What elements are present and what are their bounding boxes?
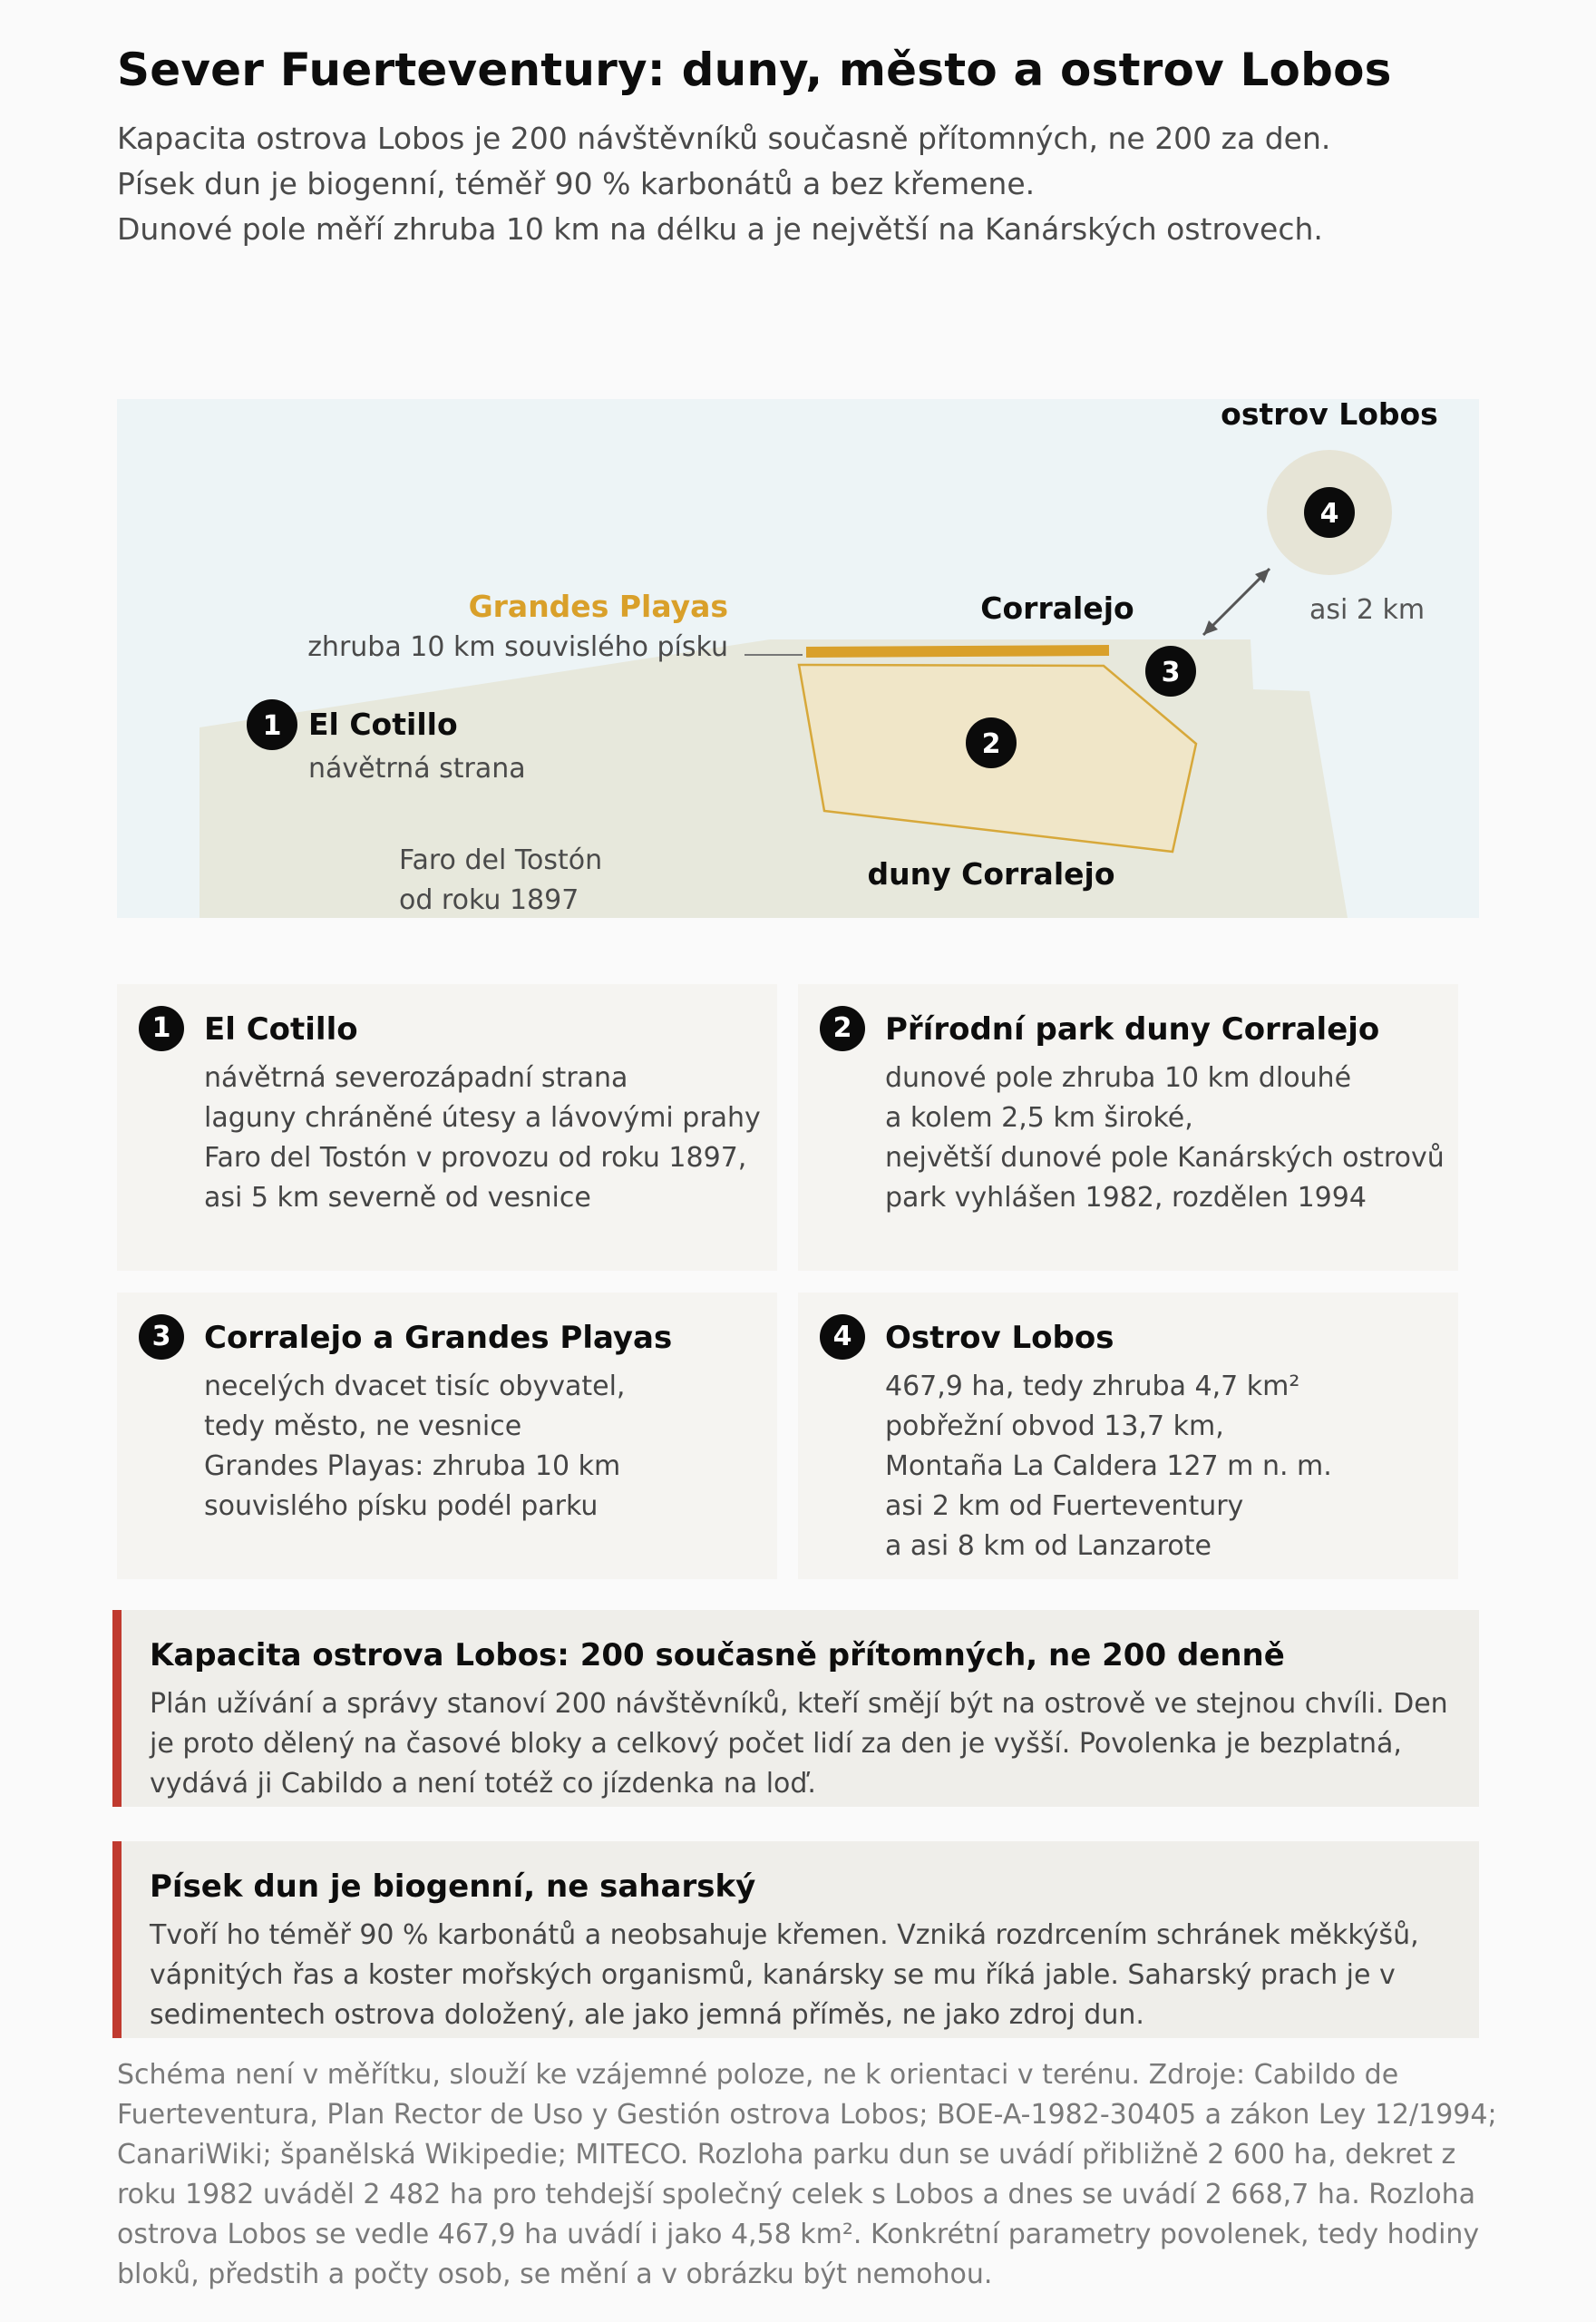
card-line: tedy město, ne vesnice — [204, 1410, 522, 1442]
card-title: Přírodní park duny Corralejo — [885, 1011, 1380, 1048]
svg-text:2: 2 — [981, 728, 1001, 760]
card-line: Montaña La Caldera 127 m n. m. — [885, 1450, 1332, 1482]
callout-accent-bar — [112, 1841, 122, 2038]
label-lobos: ostrov Lobos — [1221, 399, 1438, 432]
card-line: pobřežní obvod 13,7 km, — [885, 1410, 1224, 1442]
footer-line: roku 1982 uváděl 2 482 ha pro tehdejší společný celek s Lobos a dnes se uvádí 2 668,7 ha. Rozloha — [117, 2179, 1475, 2210]
card-number-badge: 2 — [820, 1006, 865, 1051]
card-title: El Cotillo — [204, 1011, 358, 1048]
grandes-playas-beach — [806, 650, 1109, 652]
footer-line: ostrova Lobos se vedle 467,9 ha uvádí i jako 4,58 km². Konkrétní parametry povolenek, tedy hodiny — [117, 2219, 1480, 2250]
card-line: 467,9 ha, tedy zhruba 4,7 km² — [885, 1371, 1300, 1402]
subtitle — [117, 116, 1330, 252]
callout-line: sedimentech ostrova doložený, ale jako jemná příměs, ne jako zdroj dun. — [150, 1999, 1144, 2031]
marker-3 — [1145, 646, 1196, 697]
footer-line: Schéma není v měřítku, slouží ke vzájemné poloze, ne k orientaci v terénu. Zdroje: Cabildo de — [117, 2059, 1399, 2091]
subtitle-line: Kapacita ostrova Lobos je 200 návštěvníků současně přítomných, ne 200 za den. — [117, 121, 1331, 156]
card-number-badge: 3 — [139, 1314, 184, 1360]
marker-4 — [1304, 487, 1355, 538]
footer-line: Fuerteventura, Plan Rector de Uso y Gestión ostrova Lobos; BOE-A-1982-30405 a zákon Ley 12/1994; — [117, 2099, 1497, 2131]
label-faro-line2: od roku 1897 — [399, 884, 579, 916]
subtitle-line: Dunové pole měří zhruba 10 km na délku a je největší na Kanárských ostrovech. — [117, 211, 1323, 247]
callout-biogenic-sand — [112, 1841, 1479, 2038]
page-title: Sever Fuerteventury: duny, město a ostrov Lobos — [117, 44, 1392, 96]
footer-line: bloků, předstih a počty osob, se mění a v obrázku být nemohou. — [117, 2259, 993, 2290]
info-card-1 — [117, 984, 777, 1271]
svg-text:1: 1 — [262, 710, 282, 742]
callout-line: vápnitých řas a koster mořských organismů, kanársky se mu říká jable. Saharský prach je v — [150, 1959, 1396, 1991]
card-number-badge: 4 — [820, 1314, 865, 1360]
footer-sources — [117, 2055, 1497, 2295]
card-line: dunové pole zhruba 10 km dlouhé — [885, 1062, 1352, 1094]
label-grandes-playas: Grandes Playas — [468, 589, 728, 624]
info-card-2 — [798, 984, 1458, 1271]
callout-lobos-capacity — [112, 1610, 1479, 1807]
card-title: Corralejo a Grandes Playas — [204, 1320, 673, 1356]
callout-line: Plán užívání a správy stanoví 200 návštěvníků, kteří smějí být na ostrově ve stejnou chvíli. Den — [150, 1688, 1448, 1720]
callout-line: Tvoří ho téměř 90 % karbonátů a neobsahuje křemen. Vzniká rozdrcením schránek měkkýšů, — [150, 1919, 1419, 1951]
card-title: Ostrov Lobos — [885, 1320, 1114, 1356]
card-line: návětrná severozápadní strana — [204, 1062, 628, 1094]
card-line: park vyhlášen 1982, rozdělen 1994 — [885, 1182, 1367, 1214]
callout-line: vydává ji Cabildo a není totéž co jízdenka na loď. — [150, 1768, 816, 1800]
card-line: souvislého písku podél parku — [204, 1490, 598, 1522]
callout-accent-bar — [112, 1610, 122, 1807]
card-line: Grandes Playas: zhruba 10 km — [204, 1450, 621, 1482]
label-el-cotillo: El Cotillo — [308, 707, 458, 742]
card-line: a kolem 2,5 km široké, — [885, 1102, 1193, 1134]
svg-text:3: 3 — [1161, 657, 1181, 688]
card-line: Faro del Tostón v provozu od roku 1897, — [204, 1142, 747, 1174]
label-dunes: duny Corralejo — [867, 856, 1115, 892]
info-card-3 — [117, 1293, 777, 1579]
label-el-cotillo-note: návětrná strana — [308, 753, 526, 785]
footer-line: CanariWiki; španělská Wikipedie; MITECO. Rozloha parku dun se uvádí přibližně 2 600 ha, dekret z — [117, 2139, 1456, 2171]
svg-text:4: 4 — [1319, 498, 1339, 530]
card-line: a asi 8 km od Lanzarote — [885, 1530, 1212, 1562]
label-lobos-distance: asi 2 km — [1309, 594, 1426, 626]
card-line: laguny chráněné útesy a lávovými prahy — [204, 1102, 761, 1134]
callout-line: je proto dělený na časové bloky a celkový počet lidí za den je vyšší. Povolenka je bezplatná, — [150, 1728, 1402, 1760]
card-line: asi 2 km od Fuerteventury — [885, 1490, 1244, 1522]
card-number-badge: 1 — [139, 1006, 184, 1051]
callout-title: Kapacita ostrova Lobos: 200 současně přítomných, ne 200 denně — [150, 1637, 1285, 1673]
card-line: asi 5 km severně od vesnice — [204, 1182, 591, 1214]
info-card-4 — [798, 1293, 1458, 1579]
label-corralejo: Corralejo — [980, 590, 1134, 626]
callout-title: Písek dun je biogenní, ne saharský — [150, 1868, 756, 1905]
marker-1 — [247, 699, 297, 750]
schematic-map — [117, 399, 1479, 918]
label-faro-line1: Faro del Tostón — [399, 844, 603, 876]
label-grandes-playas-note: zhruba 10 km souvislého písku — [307, 631, 728, 663]
card-line: necelých dvacet tisíc obyvatel, — [204, 1371, 626, 1402]
marker-2 — [966, 717, 1017, 768]
subtitle-line: Písek dun je biogenní, téměř 90 % karbonátů a bez křemene. — [117, 166, 1036, 201]
card-line: největší dunové pole Kanárských ostrovů — [885, 1142, 1445, 1174]
